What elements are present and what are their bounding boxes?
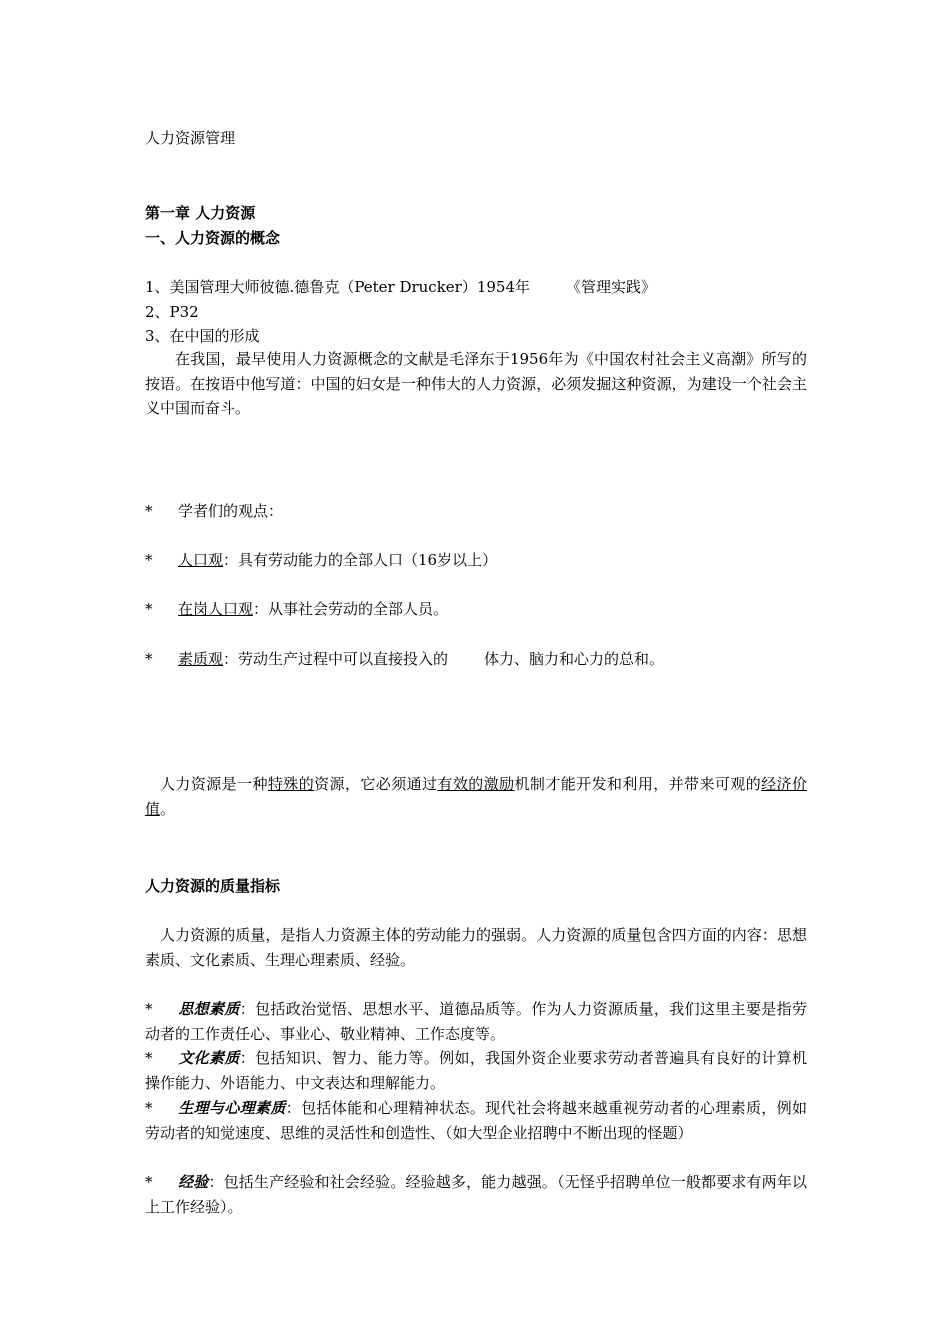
bullet-marker: * — [145, 502, 153, 520]
underlined-term: 经济价值 — [145, 775, 807, 818]
quality-item-culture — [145, 1046, 807, 1095]
bullet-marker: * — [145, 600, 153, 618]
bullet-view-population — [145, 550, 497, 570]
view-text-continued: 体力、脑力和心力的总和。 — [484, 650, 665, 668]
bullet-text: 学者们的观点： — [178, 502, 284, 520]
underlined-term: 特殊的 — [267, 775, 315, 793]
view-term: 素质观 — [178, 650, 224, 668]
quality-term: 经验 — [178, 1173, 209, 1191]
book-title: 《管理实践》 — [566, 278, 657, 296]
view-text: ：从事社会劳动的全部人员。 — [253, 600, 449, 618]
bullet-view-employed — [145, 599, 448, 619]
quality-item-ideology — [145, 997, 807, 1046]
list-item-1-text: 1、美国管理大师彼德.德鲁克（Peter Drucker）1954年 — [145, 278, 531, 296]
view-text: ：具有劳动能力的全部人口（16岁以上） — [223, 551, 498, 569]
underlined-term: 有效的激励 — [437, 775, 515, 793]
bullet-marker: * — [145, 1173, 153, 1191]
quality-text: ：包括生产经验和社会经验。经验越多，能力越强。（无怪乎招聘单位一般都要求有两年以上工作经验）。 — [145, 1173, 807, 1216]
paragraph-special-resource — [145, 772, 807, 821]
quality-term: 文化素质 — [178, 1049, 240, 1067]
bullet-view-quality — [145, 649, 664, 669]
view-term: 在岗人口观 — [178, 600, 254, 618]
text-run: 资源，它必须通过 — [314, 775, 438, 793]
quality-term: 思想素质 — [178, 1000, 240, 1018]
bullet-marker: * — [145, 551, 153, 569]
quality-item-physiology — [145, 1096, 807, 1145]
quality-text: ：包括政治觉悟、思想水平、道德品质等。作为人力资源质量，我们这里主要是指劳动者的工作责任心、事业心、敬业精神、工作态度等。 — [145, 1000, 807, 1043]
bullet-marker: * — [145, 1000, 153, 1018]
text-run: 。 — [160, 799, 176, 818]
view-term: 人口观 — [178, 551, 224, 569]
paragraph-china: 在我国，最早使用人力资源概念的文献是毛泽东于1956年为《中国农村社会主义高潮》所写的按语。在按语中他写道：中国的妇女是一种伟大的人力资源，必须发掘这种资源，为建设一个社会主义中国而奋斗。 — [145, 350, 807, 417]
chapter-heading: 第一章 人力资源 — [145, 204, 256, 222]
list-item-1 — [145, 277, 656, 297]
quality-item-experience — [145, 1170, 807, 1219]
view-text: ：劳动生产过程中可以直接投入的 — [223, 650, 449, 668]
bullet-marker: * — [145, 1099, 153, 1117]
bullet-scholars — [145, 501, 283, 521]
list-item-2: 2、P32 — [145, 303, 199, 321]
quality-text: ：包括知识、智力、能力等。例如，我国外资企业要求劳动者普遍具有良好的计算机操作能力、外语能力、中文表达和理解能力。 — [145, 1049, 807, 1092]
text-run: 机制才能开发和利用，并带来可观的 — [514, 775, 762, 793]
list-item-3: 3、在中国的形成 — [145, 327, 260, 345]
section-heading: 一、人力资源的概念 — [145, 229, 281, 247]
quality-term: 生理与心理素质 — [178, 1099, 286, 1117]
document-title: 人力资源管理 — [145, 129, 236, 147]
bullet-marker: * — [145, 1049, 153, 1067]
quality-intro: 人力资源的质量，是指人力资源主体的劳动能力的强弱。人力资源的质量包含四方面的内容：思想素质、文化素质、生理心理素质、经验。 — [145, 926, 807, 969]
quality-text: ：包括体能和心理精神状态。现代社会将越来越重视劳动者的心理素质，例如劳动者的知觉速度、思维的灵活性和创造性、（如大型企业招聘中不断出现的怪题） — [145, 1099, 807, 1142]
quality-heading: 人力资源的质量指标 — [145, 877, 281, 895]
bullet-marker: * — [145, 650, 153, 668]
text-run: 人力资源是一种 — [160, 775, 268, 793]
